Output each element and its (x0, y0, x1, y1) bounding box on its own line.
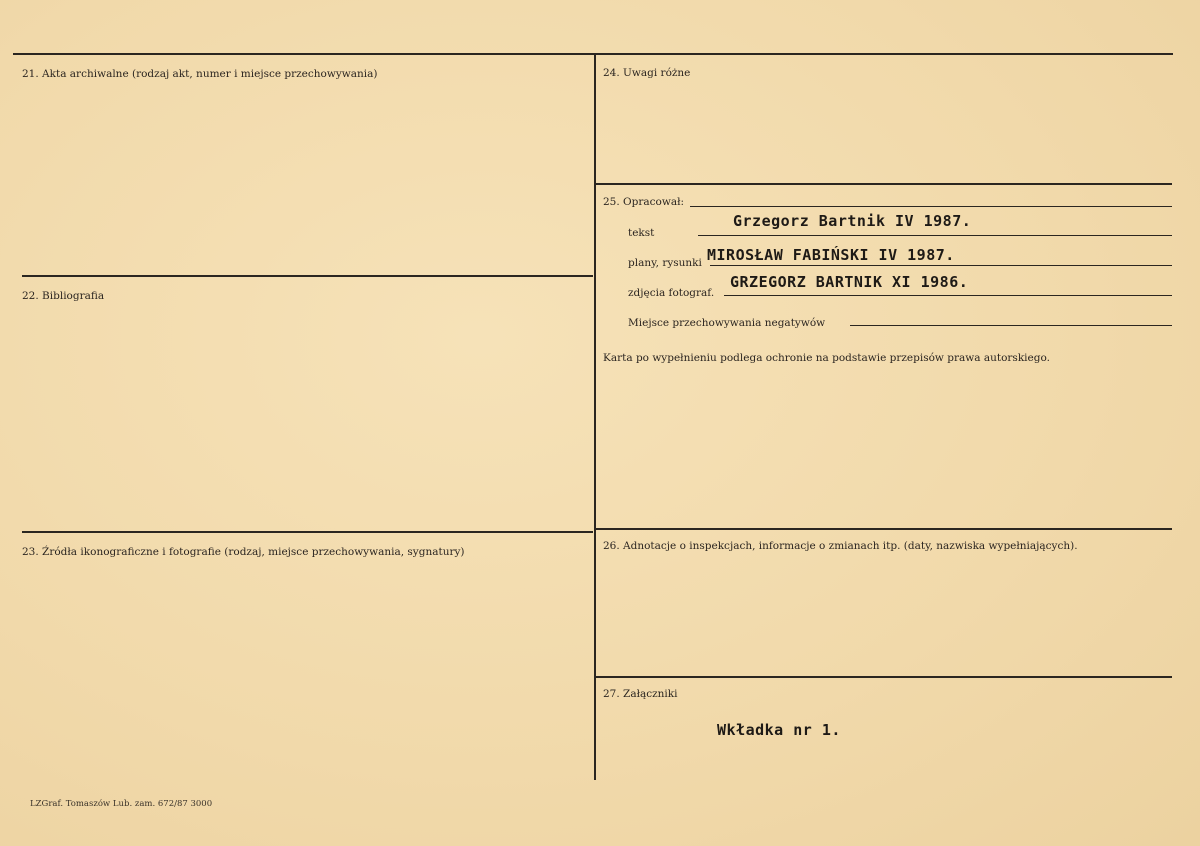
tekst-fill-line (698, 235, 1172, 236)
plany-rysunki-value: MIROSŁAW FABIŃSKI IV 1987. (707, 246, 955, 264)
zdjecia-fotograf-value: GRZEGORZ BARTNIK XI 1986. (730, 273, 969, 291)
left-divider-21-22 (22, 275, 593, 277)
plany-rysunki-label: plany, rysunki (628, 257, 702, 269)
right-divider-25-26 (596, 528, 1172, 530)
right-divider-24-25 (596, 183, 1172, 185)
section-25-label: 25. Opracował: (603, 196, 685, 208)
section-22-label: 22. Bibliografia (22, 290, 105, 302)
printer-imprint: LZGraf. Tomaszów Lub. zam. 672/87 3000 (30, 799, 213, 809)
left-divider-22-23 (22, 531, 593, 533)
zalaczniki-value: Wkładka nr 1. (717, 721, 841, 739)
center-divider (594, 53, 596, 780)
zdjecia-fill-line (724, 295, 1172, 296)
miejsce-fill-line (850, 325, 1172, 326)
right-divider-26-27 (596, 676, 1172, 678)
section-21-label: 21. Akta archiwalne (rodzaj akt, numer i miejsce przechowywania) (22, 68, 378, 80)
zdjecia-fotograf-label: zdjęcia fotograf. (628, 287, 715, 299)
opracowal-fill-line (690, 206, 1172, 207)
miejsce-negatywow-label: Miejsce przechowywania negatywów (628, 317, 826, 329)
section-23-label: 23. Źródła ikonograficzne i fotografie (rodzaj, miejsce przechowywania, sygnatury) (22, 546, 465, 558)
plany-fill-line (710, 265, 1172, 266)
section-26-label: 26. Adnotacje o inspekcjach, informacje o zmianach itp. (daty, nazwiska wypełniających). (603, 540, 1078, 552)
section-24-label: 24. Uwagi różne (603, 67, 691, 79)
tekst-value: Grzegorz Bartnik IV 1987. (733, 212, 972, 230)
tekst-label: tekst (628, 227, 655, 239)
section-27-label: 27. Załączniki (603, 688, 678, 700)
top-border-line (13, 53, 1173, 55)
copyright-notice: Karta po wypełnieniu podlega ochronie na podstawie przepisów prawa autorskiego. (603, 352, 1050, 364)
